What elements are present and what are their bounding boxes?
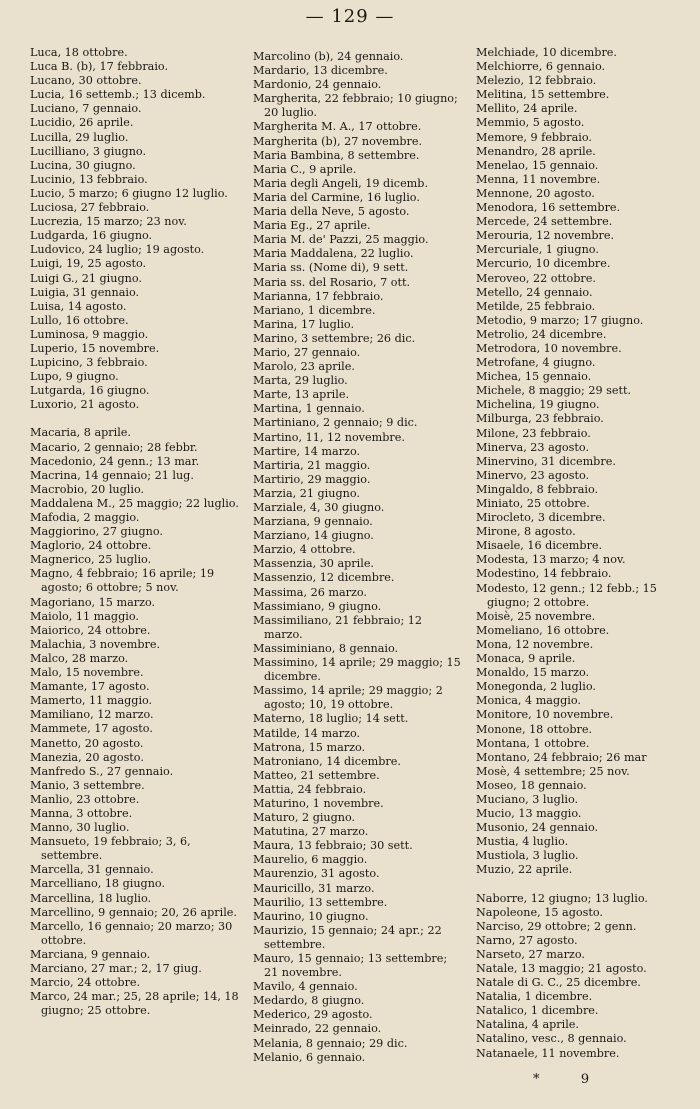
saint-entry: Menodora, 16 settembre. [476, 201, 621, 215]
saint-entry: Matilde, 14 marzo. [253, 726, 361, 740]
saint-entry: Maria ss. del Rosario, 7 ott. [253, 275, 411, 289]
saint-entry: Massimiliano, 21 febbraio; 12 marzo. [253, 613, 423, 641]
saint-entry: Maurilio, 13 settembre. [253, 895, 388, 909]
saint-entry: Merouria, 12 novembre. [476, 229, 615, 243]
saint-entry: Luigi G., 21 giugno. [30, 271, 142, 285]
saint-entry: Massenzia, 30 aprile. [253, 557, 374, 571]
saint-entry: Minerva, 23 agosto. [476, 440, 590, 454]
saint-entry: Marcolino (b), 24 gennaio. [253, 50, 404, 63]
saint-entry: Marcello, 16 gennaio; 20 marzo; 30 ottobre. [30, 919, 233, 947]
saint-entry: Marciana, 9 gennaio. [30, 947, 151, 961]
saint-entry: Manfredo S., 27 gennaio. [30, 764, 174, 778]
saint-entry: Maria C., 9 aprile. [253, 162, 357, 176]
saint-entry: Meroveo, 22 ottobre. [476, 271, 596, 285]
saint-entry: Macedonio, 24 genn.; 13 mar. [30, 454, 200, 468]
saint-entry: Mario, 27 gennaio. [253, 345, 361, 359]
saint-entry: Ludovico, 24 luglio; 19 agosto. [30, 243, 205, 257]
saint-entry: Melchiorre, 6 gennaio. [476, 60, 606, 74]
saint-entry: Memmio, 5 agosto. [476, 116, 585, 130]
saint-entry: Narno, 27 agosto. [476, 933, 578, 947]
saint-entry: Marianna, 17 febbraio. [253, 289, 384, 303]
saint-entry: Melania, 8 gennaio; 29 dic. [253, 1036, 408, 1050]
saint-entry: Matutina, 27 marzo. [253, 825, 369, 839]
saint-entry: Mennone, 20 agosto. [476, 186, 595, 200]
saint-entry: Mardario, 13 dicembre. [253, 64, 388, 78]
saint-entry: Ludgarda, 16 giugno. [30, 229, 153, 243]
saint-entry: Lucina, 30 giugno. [30, 158, 136, 172]
saint-entry: Metrofane, 4 giugno. [476, 356, 596, 370]
saint-entry: Maggiorino, 27 giugno. [30, 525, 163, 539]
saint-entry: Massenzio, 12 dicembre. [253, 571, 395, 585]
saint-entry: Maura, 13 febbraio; 30 sett. [253, 839, 413, 853]
saint-entry: Natalina, 4 aprile. [476, 1018, 579, 1032]
saint-entry: Mardonio, 24 gennaio. [253, 78, 382, 92]
section-gap [476, 878, 686, 892]
saint-entry: Mercurio, 10 dicembre. [476, 257, 611, 271]
saint-entry: Marina, 17 luglio. [253, 317, 355, 331]
saint-entry: Marzio, 4 ottobre. [253, 543, 356, 557]
saint-entry: Menelao, 15 gennaio. [476, 158, 599, 172]
saint-entry: Mamante, 17 agosto. [30, 680, 150, 694]
saint-entry: Mingaldo, 8 febbraio. [476, 482, 599, 496]
saint-entry: Margherita (b), 27 novembre. [253, 134, 423, 148]
saint-entry: Marino, 3 settembre; 26 dic. [253, 331, 416, 345]
saint-entry: Marco, 24 mar.; 25, 28 aprile; 14, 18 giugno; 25 ottobre. [30, 990, 239, 1018]
saint-entry: Magno, 4 febbraio; 16 aprile; 19 agosto; 6 ottobre; 5 nov. [30, 567, 215, 595]
saint-entry: Monone, 18 ottobre. [476, 722, 593, 736]
saint-entry: Mustiola, 3 luglio. [476, 849, 579, 863]
saint-entry: Mammete, 17 agosto. [30, 722, 153, 736]
saint-entry: Massimo, 14 aprile; 29 maggio; 2 agosto; 10, 19 ottobre. [253, 684, 443, 712]
saint-entry: Mafodia, 2 maggio. [30, 511, 140, 524]
saint-entry: Mustia, 4 luglio. [476, 835, 569, 849]
saint-entry: Luisa, 14 agosto. [30, 299, 127, 313]
saint-entry: Monica, 4 maggio. [476, 694, 581, 708]
saint-entry: Monitore, 10 novembre. [476, 708, 614, 722]
saint-entry: Maddalena M., 25 maggio; 22 luglio. [30, 496, 239, 510]
saint-entry: Marcio, 24 ottobre. [30, 976, 141, 990]
saint-entry: Mirone, 8 agosto. [476, 525, 576, 539]
saint-entry: Maria M. de' Pazzi, 25 maggio. [253, 233, 429, 247]
saint-entry: Mattia, 24 febbraio. [253, 782, 367, 796]
saint-entry: Martire, 14 marzo. [253, 444, 361, 458]
saint-entry: Lucrezia, 15 marzo; 23 nov. [30, 215, 187, 229]
column-right [476, 46, 686, 1086]
saint-entry: Mamiliano, 12 marzo. [30, 708, 154, 722]
saint-entry: Metodio, 9 marzo; 17 giugno. [476, 313, 644, 327]
saint-entry: Luperio, 15 novembre. [30, 341, 160, 355]
saint-entry: Luxorio, 21 agosto. [30, 398, 140, 412]
saint-entry: Martirio, 29 maggio. [253, 472, 371, 486]
saint-entry: Mirocleto, 3 dicembre. [476, 511, 606, 525]
saint-entry: Lupicino, 3 febbraio. [30, 356, 148, 370]
saint-entry: Narseto, 27 marzo. [476, 947, 585, 961]
saint-entry: Narciso, 29 ottobre; 2 genn. [476, 919, 637, 933]
saint-entry: Mauro, 15 gennaio; 13 settembre; 21 novembre. [253, 952, 448, 980]
saint-entry: Milone, 23 febbraio. [476, 426, 591, 440]
saint-entry: Lucidio, 26 aprile. [30, 116, 134, 130]
saint-entry: Matroniano, 14 dicembre. [253, 754, 401, 768]
saint-entry: Musonio, 24 gennaio. [476, 821, 599, 835]
saint-entry: Milburga, 23 febbraio. [476, 412, 604, 426]
saint-entry: Margherita M. A., 17 ottobre. [253, 120, 422, 134]
saint-entry: Maria Maddalena, 22 luglio. [253, 247, 414, 261]
saint-entry: Muzio, 22 aprile. [476, 863, 573, 877]
saint-entry: Marzia, 21 giugno. [253, 486, 360, 500]
saint-entry: Malachia, 3 novembre. [30, 637, 161, 651]
saint-entry: Lucinio, 13 febbraio. [30, 172, 148, 186]
saint-entry: Lutgarda, 16 giugno. [30, 384, 150, 398]
saint-entry: Maurenzio, 31 agosto. [253, 867, 380, 881]
saint-entry: Minervo, 23 agosto. [476, 468, 590, 482]
saint-entry: Massimiano, 9 giugno. [253, 599, 382, 613]
saint-entry: Martiria, 21 maggio. [253, 458, 371, 472]
saint-entry: Naborre, 12 giugno; 13 luglio. [476, 891, 648, 905]
saint-entry: Manetto, 20 agosto. [30, 736, 144, 750]
saint-entry: Mucio, 13 maggio. [476, 807, 582, 821]
saint-entry: Mavilo, 4 gennaio. [253, 980, 358, 994]
signature-mark: * 9 [533, 1072, 590, 1087]
saint-entry: Luciosa, 27 febbraio. [30, 201, 150, 215]
saint-entry: Michelina, 19 giugno. [476, 398, 600, 412]
saint-entry: Monaca, 9 aprile. [476, 652, 576, 666]
saint-entry: Mona, 12 novembre. [476, 637, 594, 651]
saint-entry: Malco, 28 marzo. [30, 651, 129, 665]
column-middle [253, 46, 463, 1090]
saint-entry: Misaele, 16 dicembre. [476, 539, 603, 553]
saint-entry: Magoriano, 15 marzo. [30, 595, 156, 609]
section-gap [30, 412, 240, 426]
saint-entry: Macrobio, 20 luglio. [30, 482, 145, 496]
saint-entry: Mosè, 4 settembre; 25 nov. [476, 764, 630, 778]
saint-entry: Natalino, vesc., 8 gennaio. [476, 1032, 627, 1046]
page-number: — 129 — [305, 6, 395, 27]
saint-entry: Michea, 15 gennaio. [476, 370, 592, 384]
saint-entry: Luca, 18 ottobre. [30, 46, 128, 59]
saint-entry: Modesto, 12 genn.; 12 febb.; 15 giugno; 2 ottobre. [476, 581, 657, 609]
saint-entry: Melitina, 15 settembre. [476, 88, 610, 102]
saint-entry: Marcellina, 18 luglio. [30, 891, 152, 905]
saint-entry: Margherita, 22 febbraio; 10 giugno; 20 luglio. [253, 92, 458, 120]
saint-entry: Luciano, 7 gennaio. [30, 102, 142, 116]
saint-entry: Natalia, 1 dicembre. [476, 990, 593, 1004]
saint-entry: Lupo, 9 giugno. [30, 370, 119, 384]
saint-entry: Lucilla, 29 luglio. [30, 130, 129, 144]
saint-entry: Lucano, 30 ottobre. [30, 74, 142, 88]
saint-entry: Massiminiano, 8 gennaio. [253, 641, 399, 655]
saint-entry: Manlio, 23 ottobre. [30, 792, 140, 806]
saint-entry: Metrodora, 10 novembre. [476, 341, 622, 355]
saint-entry: Maturo, 2 giugno. [253, 811, 356, 825]
saint-entry: Maurizio, 15 gennaio; 24 apr.; 22 settembre. [253, 923, 442, 951]
saint-entry: Martina, 1 gennaio. [253, 402, 365, 416]
saint-entry: Marciano, 27 mar.; 2, 17 giug. [30, 962, 202, 975]
saint-entry: Materno, 18 luglio; 14 sett. [253, 712, 409, 726]
saint-entry: Melezio, 12 febbraio. [476, 74, 597, 88]
saint-entry: Metrolio, 24 dicembre. [476, 327, 607, 341]
saint-entry: Menna, 11 novembre. [476, 172, 601, 186]
saint-entry: Marte, 13 aprile. [253, 388, 350, 402]
saint-entry: Martino, 11, 12 novembre. [253, 430, 405, 444]
saint-entry: Monegonda, 2 luglio. [476, 680, 596, 694]
saint-entry: Metilde, 25 febbraio. [476, 299, 596, 313]
saint-entry: Manio, 3 settembre. [30, 778, 145, 792]
saint-entry: Modestino, 14 febbraio. [476, 567, 612, 581]
saint-entry: Maurelio, 6 maggio. [253, 853, 368, 867]
saint-entry: Marcellino, 9 gennaio; 20, 26 aprile. [30, 905, 237, 919]
calendar-columns [30, 46, 686, 1090]
saint-entry: Marcella, 31 gennaio. [30, 863, 154, 877]
saint-entry: Maglorio, 24 ottobre. [30, 539, 152, 553]
saint-entry: Marcelliano, 18 giugno. [30, 877, 166, 891]
saint-entry: Luigia, 31 gennaio. [30, 285, 140, 299]
saint-entry: Marziale, 4, 30 giugno. [253, 501, 385, 514]
saint-entry: Modesta, 13 marzo; 4 nov. [476, 553, 626, 567]
saint-entry: Manno, 30 luglio. [30, 821, 130, 835]
saint-entry: Michele, 8 maggio; 29 sett. [476, 384, 632, 398]
saint-entry: Manna, 3 ottobre. [30, 806, 133, 820]
saint-entry: Menandro, 28 aprile. [476, 144, 596, 158]
saint-entry: Mansueto, 19 febbraio; 3, 6, settembre. [30, 835, 191, 863]
saint-entry: Maria degli Angeli, 19 dicemb. [253, 176, 429, 190]
saint-entry: Natale, 13 maggio; 21 agosto. [476, 962, 647, 975]
saint-entry: Memore, 9 febbraio. [476, 130, 592, 144]
saint-entry: Lucio, 5 marzo; 6 giugno 12 luglio. [30, 186, 228, 200]
saint-entry: Massimino, 14 aprile; 29 maggio; 15 dicembre. [253, 656, 461, 684]
saint-entry: Massima, 26 marzo. [253, 585, 367, 599]
saint-entry: Mamerto, 11 maggio. [30, 694, 153, 708]
saint-entry: Mercede, 24 settembre. [476, 215, 613, 229]
saint-entry: Maiorico, 24 ottobre. [30, 623, 151, 637]
saint-entry: Macaria, 8 aprile. [30, 426, 131, 440]
saint-entry: Luminosa, 9 maggio. [30, 327, 149, 341]
saint-entry: Natalico, 1 dicembre. [476, 1004, 599, 1018]
saint-entry: Minervino, 31 dicembre. [476, 454, 616, 468]
saint-entry: Maria Bambina, 8 settembre. [253, 148, 420, 162]
saint-entry: Marziano, 14 giugno. [253, 529, 374, 543]
saint-entry: Maiolo, 11 maggio. [30, 609, 139, 623]
saint-entry: Matteo, 21 settembre. [253, 768, 380, 782]
saint-entry: Montano, 24 febbraio; 26 mar [476, 750, 647, 764]
saint-entry: Marta, 29 luglio. [253, 374, 348, 388]
saint-entry: Meinrado, 22 gennaio. [253, 1022, 382, 1036]
saint-entry: Maurino, 10 giugno. [253, 909, 369, 923]
saint-entry: Melchiade, 10 dicembre. [476, 46, 617, 59]
column-left [30, 46, 240, 1086]
saint-entry: Mederico, 29 agosto. [253, 1008, 373, 1022]
saint-entry: Monaldo, 15 marzo. [476, 666, 590, 680]
saint-entry: Macrina, 14 gennaio; 21 lug. [30, 468, 194, 482]
saint-entry: Moisè, 25 novembre. [476, 609, 596, 623]
saint-entry: Matrona, 15 marzo. [253, 740, 366, 754]
saint-entry: Mauricillo, 31 marzo. [253, 881, 375, 895]
saint-entry: Malo, 15 novembre. [30, 666, 144, 680]
saint-entry: Martiniano, 2 gennaio; 9 dic. [253, 416, 418, 430]
saint-entry: Miniato, 25 ottobre. [476, 497, 590, 510]
saint-entry: Metello, 24 gennaio. [476, 285, 593, 299]
saint-entry: Montana, 1 ottobre. [476, 736, 590, 750]
saint-entry: Mercuriale, 1 giugno. [476, 243, 599, 257]
saint-entry: Macario, 2 gennaio; 28 febbr. [30, 440, 198, 454]
saint-entry: Mariano, 1 dicembre. [253, 303, 376, 317]
saint-entry: Lullo, 16 ottobre. [30, 313, 129, 327]
saint-entry: Magnerico, 25 luglio. [30, 553, 152, 567]
saint-entry: Lucia, 16 settemb.; 13 dicemb. [30, 88, 206, 102]
saint-entry: Maria del Carmine, 16 luglio. [253, 190, 420, 204]
saint-entry: Marziana, 9 gennaio. [253, 515, 373, 529]
saint-entry: Melanio, 6 gennaio. [253, 1050, 366, 1064]
saint-entry: Momeliano, 16 ottobre. [476, 623, 610, 637]
saint-entry: Napoleone, 15 agosto. [476, 905, 603, 919]
saint-entry: Maturino, 1 novembre. [253, 796, 384, 810]
saint-entry: Luigi, 19, 25 agosto. [30, 257, 147, 271]
saint-entry: Maria Eg., 27 aprile. [253, 219, 371, 233]
saint-entry: Medardo, 8 giugno. [253, 994, 365, 1008]
saint-entry: Manezia, 20 agosto. [30, 750, 144, 764]
saint-entry: Mellito, 24 aprile. [476, 102, 578, 116]
saint-entry: Marolo, 23 aprile. [253, 360, 355, 374]
saint-entry: Muciano, 3 luglio. [476, 792, 579, 806]
saint-entry: Moseo, 18 gennaio. [476, 778, 587, 792]
saint-entry: Maria ss. (Nome di), 9 sett. [253, 261, 409, 275]
saint-entry: Luca B. (b), 17 febbraio. [30, 60, 169, 74]
saint-entry: Natanaele, 11 novembre. [476, 1046, 620, 1060]
saint-entry: Natale di G. C., 25 dicembre. [476, 976, 641, 990]
saint-entry: Maria della Neve, 5 agosto. [253, 205, 410, 219]
saint-entry: Lucilliano, 3 giugno. [30, 144, 147, 158]
